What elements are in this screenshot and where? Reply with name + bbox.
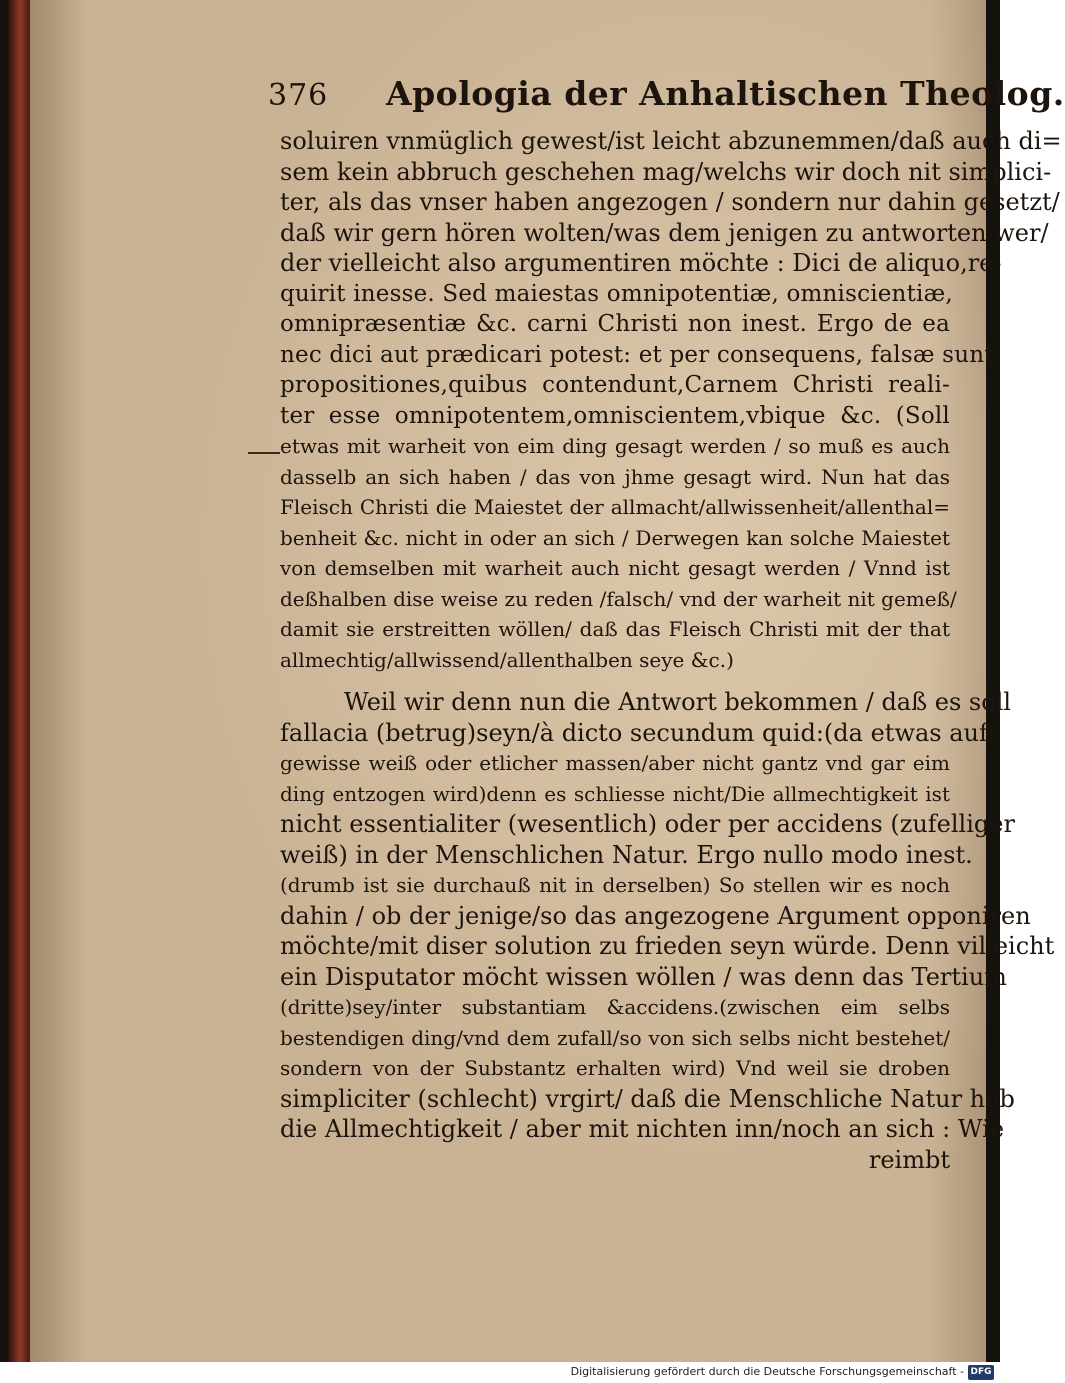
body-line: nicht essentialiter (wesentlich) oder per accidens (zufelliger: [280, 810, 1015, 838]
body-line: deßhalben dise weise zu reden /falsch/ vnd der warheit nit gemeß/: [280, 586, 957, 611]
body-line: dahin / ob der jenige/so das angezogene Argument opponiren: [280, 901, 1031, 930]
body-line: ding entzogen wird)denn es schliesse nicht/Die allmechtigkeit ist: [280, 781, 950, 806]
body-line: der vielleicht also argumentiren möchte : Dici de aliquo,re-: [280, 249, 1002, 277]
body-line: gewisse weiß oder etlicher massen/aber nicht gantz vnd gar eim: [280, 751, 950, 775]
body-line: weiß) in der Menschlichen Natur. Ergo nullo modo inest.: [280, 840, 973, 869]
page-number: 376: [268, 78, 329, 113]
running-title: Apologia der Anhaltischen Theolog.: [386, 74, 1065, 113]
dfg-logo: DFG: [968, 1365, 994, 1380]
body-line: (dritte)sey/inter substantiam &accidens.(zwischen eim selbs: [280, 995, 950, 1019]
running-head: [268, 70, 1065, 120]
body-line: etwas mit warheit von eim ding gesagt werden / so muß es auch: [280, 434, 950, 458]
body-line: ter esse omnipotentem,omniscientem,vbique &c. (Soll: [280, 402, 950, 429]
body-line: (drumb ist sie durchauß nit in derselben) So stellen wir es noch: [280, 873, 950, 897]
body-line: die Allmechtigkeit / aber mit nichten inn/noch an sich : Wie: [280, 1115, 1005, 1143]
margin-dash-mark: [248, 452, 280, 454]
body-line: sondern von der Substantz erhalten wird) Vnd weil sie droben: [280, 1056, 950, 1080]
body-line: damit sie erstreitten wöllen/ daß das Fleisch Christi mit der that: [280, 617, 950, 641]
body-line: dasselb an sich haben / das von jhme gesagt wird. Nun hat das: [280, 464, 950, 489]
body-line: von demselben mit warheit auch nicht gesagt werden / Vnnd ist: [280, 556, 950, 580]
body-line: ein Disputator möcht wissen wöllen / was denn das Tertium: [280, 962, 1007, 991]
body-line: simpliciter (schlecht) vrgirt/ daß die Menschliche Natur hab: [280, 1084, 1015, 1113]
body-line: ter, als das vnser haben angezogen / sondern nur dahin gesetzt/: [280, 188, 1060, 216]
body-line: soluiren vnmüglich gewest/ist leicht abzunemmen/daß auch di=: [280, 127, 1062, 155]
body-line: bestendigen ding/vnd dem zufall/so von sich selbs nicht bestehet/: [280, 1025, 950, 1050]
body-line: Weil wir denn nun die Antwort bekommen / daß es soll: [344, 688, 1012, 716]
footer-bar: [0, 1362, 1000, 1383]
catchword: reimbt: [868, 1145, 950, 1174]
body-line: allmechtig/allwissend/allenthalben seye &c.): [280, 647, 734, 672]
body-line: nec dici aut prædicari potest: et per consequens, falsæ sunt: [280, 341, 994, 368]
body-line: möchte/mit diser solution zu frieden seyn würde. Denn villeicht: [280, 932, 1055, 960]
body-line: sem kein abbruch geschehen mag/welchs wir doch nit simplici-: [280, 157, 1052, 186]
body-line: propositiones,quibus contendunt,Carnem Christi reali-: [280, 372, 950, 398]
body-line: benheit &c. nicht in oder an sich / Derwegen kan solche Maiestet: [280, 525, 950, 550]
body-line: omnipræsentiæ &c. carni Christi non inest. Ergo de ea: [280, 311, 950, 337]
body-line: daß wir gern hören wolten/was dem jenigen zu antworten wer/: [280, 218, 1049, 247]
text-block: [280, 126, 1062, 1175]
funding-credit: Digitalisierung gefördert durch die Deutsche Forschungsgemeinschaft -: [570, 1365, 964, 1378]
paragraph-gap: [280, 675, 950, 687]
body-line: fallacia (betrug)seyn/à dicto secundum quid:(da etwas auff: [280, 718, 997, 747]
body-line: Fleisch Christi die Maiestet der allmacht/allwissenheit/allenthal=: [280, 495, 950, 519]
body-line: quirit inesse. Sed maiestas omnipotentiæ, omniscientiæ,: [280, 280, 953, 307]
book-spine: [8, 0, 30, 1362]
